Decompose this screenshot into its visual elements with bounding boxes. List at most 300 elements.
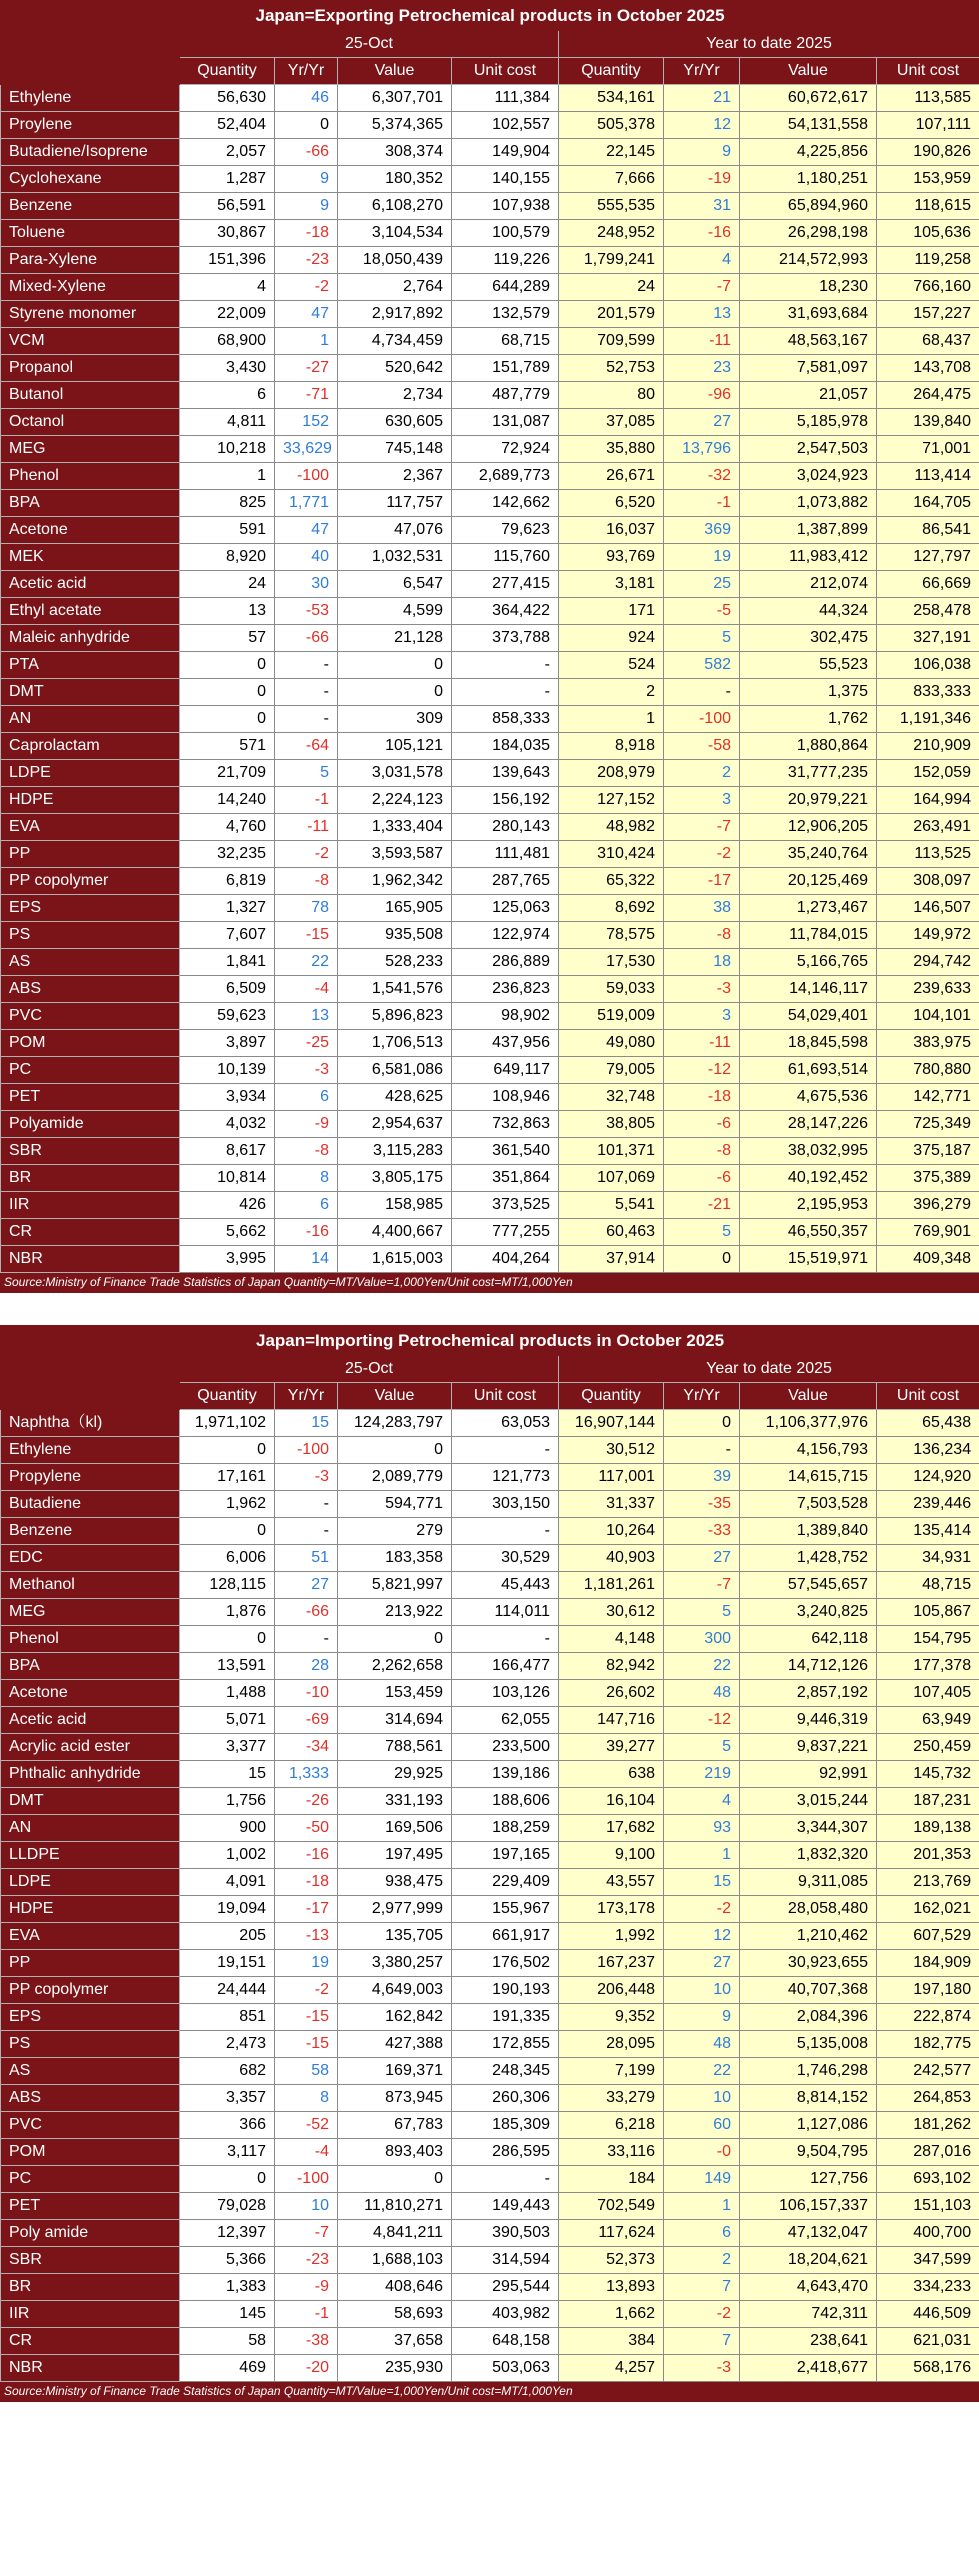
ytd-unit-cost: 607,529 bbox=[877, 1923, 979, 1950]
ytd-yoy: -7 bbox=[664, 274, 740, 301]
current-quantity: 205 bbox=[180, 1923, 275, 1950]
current-unit-cost: 644,289 bbox=[452, 274, 559, 301]
table-row bbox=[1, 2301, 979, 2328]
table-row bbox=[1, 1761, 979, 1788]
current-quantity: 2,057 bbox=[180, 139, 275, 166]
ytd-yoy: -6 bbox=[664, 1165, 740, 1192]
current-value: 47,076 bbox=[338, 517, 452, 544]
ytd-quantity: 82,942 bbox=[559, 1653, 664, 1680]
current-unit-cost: 277,415 bbox=[452, 571, 559, 598]
current-quantity: 6,509 bbox=[180, 976, 275, 1003]
product-name: SBR bbox=[1, 2247, 180, 2274]
product-name: PP copolymer bbox=[1, 1977, 180, 2004]
current-yoy: 8 bbox=[275, 2085, 338, 2112]
current-quantity: 15 bbox=[180, 1761, 275, 1788]
ytd-value: 7,581,097 bbox=[740, 355, 877, 382]
current-quantity: 0 bbox=[180, 1518, 275, 1545]
ytd-value: 14,615,715 bbox=[740, 1464, 877, 1491]
current-unit-cost: 390,503 bbox=[452, 2220, 559, 2247]
ytd-unit-cost: 396,279 bbox=[877, 1192, 979, 1219]
current-unit-cost: 2,689,773 bbox=[452, 463, 559, 490]
current-unit-cost: 286,595 bbox=[452, 2139, 559, 2166]
table-row bbox=[1, 1572, 979, 1599]
table-row bbox=[1, 1410, 979, 1437]
current-unit-cost: 661,917 bbox=[452, 1923, 559, 1950]
ytd-value: 1,375 bbox=[740, 679, 877, 706]
table-row bbox=[1, 1138, 979, 1165]
product-name: CR bbox=[1, 2328, 180, 2355]
table-row bbox=[1, 85, 979, 112]
ytd-quantity: 1,799,241 bbox=[559, 247, 664, 274]
ytd-yoy: -11 bbox=[664, 328, 740, 355]
column-header-quantity: Quantity bbox=[180, 58, 275, 85]
ytd-quantity: 6,218 bbox=[559, 2112, 664, 2139]
ytd-yoy: 0 bbox=[664, 1246, 740, 1273]
ytd-quantity: 9,352 bbox=[559, 2004, 664, 2031]
current-yoy: 1,771 bbox=[275, 490, 338, 517]
current-yoy: 6 bbox=[275, 1192, 338, 1219]
product-name: PC bbox=[1, 1057, 180, 1084]
table-row bbox=[1, 976, 979, 1003]
current-unit-cost: 437,956 bbox=[452, 1030, 559, 1057]
ytd-unit-cost: 213,769 bbox=[877, 1869, 979, 1896]
current-value: 309 bbox=[338, 706, 452, 733]
current-unit-cost: 648,158 bbox=[452, 2328, 559, 2355]
current-quantity: 13 bbox=[180, 598, 275, 625]
table-row bbox=[1, 814, 979, 841]
ytd-quantity: 206,448 bbox=[559, 1977, 664, 2004]
ytd-yoy: 60 bbox=[664, 2112, 740, 2139]
ytd-quantity: 60,463 bbox=[559, 1219, 664, 1246]
table-row bbox=[1, 2328, 979, 2355]
current-value: 162,842 bbox=[338, 2004, 452, 2031]
current-unit-cost: 156,192 bbox=[452, 787, 559, 814]
ytd-unit-cost: 157,227 bbox=[877, 301, 979, 328]
ytd-yoy: 582 bbox=[664, 652, 740, 679]
product-name: PP bbox=[1, 1950, 180, 1977]
ytd-unit-cost: 258,478 bbox=[877, 598, 979, 625]
ytd-quantity: 127,152 bbox=[559, 787, 664, 814]
table-row bbox=[1, 2247, 979, 2274]
ytd-value: 238,641 bbox=[740, 2328, 877, 2355]
current-unit-cost: 361,540 bbox=[452, 1138, 559, 1165]
ytd-value: 1,073,882 bbox=[740, 490, 877, 517]
ytd-unit-cost: 197,180 bbox=[877, 1977, 979, 2004]
ytd-yoy: 48 bbox=[664, 1680, 740, 1707]
current-value: 528,233 bbox=[338, 949, 452, 976]
ytd-value: 4,675,536 bbox=[740, 1084, 877, 1111]
ytd-value: 9,837,221 bbox=[740, 1734, 877, 1761]
current-unit-cost: 139,643 bbox=[452, 760, 559, 787]
ytd-unit-cost: 184,909 bbox=[877, 1950, 979, 1977]
current-unit-cost: 107,938 bbox=[452, 193, 559, 220]
product-name: PS bbox=[1, 922, 180, 949]
ytd-value: 1,180,251 bbox=[740, 166, 877, 193]
current-value: 873,945 bbox=[338, 2085, 452, 2112]
table-row bbox=[1, 1950, 979, 1977]
ytd-quantity: 31,337 bbox=[559, 1491, 664, 1518]
ytd-yoy: -2 bbox=[664, 2301, 740, 2328]
current-unit-cost: 185,309 bbox=[452, 2112, 559, 2139]
current-value: 520,642 bbox=[338, 355, 452, 382]
ytd-unit-cost: 71,001 bbox=[877, 436, 979, 463]
current-quantity: 900 bbox=[180, 1815, 275, 1842]
current-unit-cost: 63,053 bbox=[452, 1410, 559, 1437]
current-value: 6,307,701 bbox=[338, 85, 452, 112]
ytd-yoy: -6 bbox=[664, 1111, 740, 1138]
ytd-value: 8,814,152 bbox=[740, 2085, 877, 2112]
current-unit-cost: 111,384 bbox=[452, 85, 559, 112]
current-yoy: 1 bbox=[275, 328, 338, 355]
export-period-ytd: Year to date 2025 bbox=[559, 31, 979, 58]
ytd-yoy: 23 bbox=[664, 355, 740, 382]
current-yoy: -3 bbox=[275, 1464, 338, 1491]
ytd-yoy: -19 bbox=[664, 166, 740, 193]
ytd-quantity: 8,918 bbox=[559, 733, 664, 760]
ytd-yoy: -7 bbox=[664, 814, 740, 841]
current-value: 4,649,003 bbox=[338, 1977, 452, 2004]
ytd-value: 35,240,764 bbox=[740, 841, 877, 868]
current-value: 165,905 bbox=[338, 895, 452, 922]
current-yoy: 1,333 bbox=[275, 1761, 338, 1788]
ytd-value: 47,132,047 bbox=[740, 2220, 877, 2247]
current-quantity: 128,115 bbox=[180, 1572, 275, 1599]
current-yoy: -13 bbox=[275, 1923, 338, 1950]
current-value: 2,367 bbox=[338, 463, 452, 490]
current-value: 21,128 bbox=[338, 625, 452, 652]
table-row bbox=[1, 2193, 979, 2220]
table-row bbox=[1, 2139, 979, 2166]
ytd-quantity: 48,982 bbox=[559, 814, 664, 841]
current-quantity: 24 bbox=[180, 571, 275, 598]
current-value: 0 bbox=[338, 652, 452, 679]
table-row bbox=[1, 2031, 979, 2058]
current-yoy: -52 bbox=[275, 2112, 338, 2139]
current-unit-cost: 142,662 bbox=[452, 490, 559, 517]
current-unit-cost: 287,765 bbox=[452, 868, 559, 895]
current-unit-cost: 503,063 bbox=[452, 2355, 559, 2382]
current-value: 153,459 bbox=[338, 1680, 452, 1707]
product-name: LLDPE bbox=[1, 1842, 180, 1869]
ytd-unit-cost: 104,101 bbox=[877, 1003, 979, 1030]
product-name: NBR bbox=[1, 2355, 180, 2382]
ytd-unit-cost: 181,262 bbox=[877, 2112, 979, 2139]
ytd-quantity: 10,264 bbox=[559, 1518, 664, 1545]
current-quantity: 469 bbox=[180, 2355, 275, 2382]
ytd-value: 11,983,412 bbox=[740, 544, 877, 571]
current-quantity: 19,151 bbox=[180, 1950, 275, 1977]
section-gap bbox=[0, 1293, 979, 1325]
current-quantity: 56,630 bbox=[180, 85, 275, 112]
current-quantity: 32,235 bbox=[180, 841, 275, 868]
ytd-unit-cost: 139,840 bbox=[877, 409, 979, 436]
current-quantity: 6 bbox=[180, 382, 275, 409]
ytd-quantity: 35,880 bbox=[559, 436, 664, 463]
ytd-unit-cost: 250,459 bbox=[877, 1734, 979, 1761]
ytd-yoy: 5 bbox=[664, 1734, 740, 1761]
current-value: 788,561 bbox=[338, 1734, 452, 1761]
ytd-quantity: 37,085 bbox=[559, 409, 664, 436]
current-unit-cost: 119,226 bbox=[452, 247, 559, 274]
ytd-unit-cost: 34,931 bbox=[877, 1545, 979, 1572]
table-row bbox=[1, 1680, 979, 1707]
current-yoy: -34 bbox=[275, 1734, 338, 1761]
ytd-unit-cost: 154,795 bbox=[877, 1626, 979, 1653]
table-row bbox=[1, 2058, 979, 2085]
current-yoy: -15 bbox=[275, 2031, 338, 2058]
ytd-unit-cost: 347,599 bbox=[877, 2247, 979, 2274]
ytd-unit-cost: 118,615 bbox=[877, 193, 979, 220]
ytd-yoy: -0 bbox=[664, 2139, 740, 2166]
table-row bbox=[1, 1626, 979, 1653]
ytd-yoy: -2 bbox=[664, 841, 740, 868]
product-name: POM bbox=[1, 1030, 180, 1057]
current-yoy: 13 bbox=[275, 1003, 338, 1030]
current-yoy: 40 bbox=[275, 544, 338, 571]
ytd-yoy: 22 bbox=[664, 1653, 740, 1680]
current-value: 2,224,123 bbox=[338, 787, 452, 814]
ytd-quantity: 709,599 bbox=[559, 328, 664, 355]
ytd-unit-cost: 149,972 bbox=[877, 922, 979, 949]
product-name: PC bbox=[1, 2166, 180, 2193]
current-unit-cost: 184,035 bbox=[452, 733, 559, 760]
current-quantity: 1,971,102 bbox=[180, 1410, 275, 1437]
ytd-unit-cost: 725,349 bbox=[877, 1111, 979, 1138]
current-value: 331,193 bbox=[338, 1788, 452, 1815]
ytd-value: 1,106,377,976 bbox=[740, 1410, 877, 1437]
ytd-value: 1,428,752 bbox=[740, 1545, 877, 1572]
product-name: MEG bbox=[1, 436, 180, 463]
product-name: EDC bbox=[1, 1545, 180, 1572]
current-quantity: 1,876 bbox=[180, 1599, 275, 1626]
ytd-quantity: 33,116 bbox=[559, 2139, 664, 2166]
ytd-quantity: 7,199 bbox=[559, 2058, 664, 2085]
ytd-unit-cost: 308,097 bbox=[877, 868, 979, 895]
ytd-value: 1,832,320 bbox=[740, 1842, 877, 1869]
current-quantity: 0 bbox=[180, 1437, 275, 1464]
current-yoy: -53 bbox=[275, 598, 338, 625]
export-title-row bbox=[1, 1, 979, 31]
current-value: 2,734 bbox=[338, 382, 452, 409]
ytd-value: 302,475 bbox=[740, 625, 877, 652]
current-unit-cost: - bbox=[452, 652, 559, 679]
current-quantity: 5,071 bbox=[180, 1707, 275, 1734]
ytd-unit-cost: 264,853 bbox=[877, 2085, 979, 2112]
current-unit-cost: 188,606 bbox=[452, 1788, 559, 1815]
ytd-unit-cost: 201,353 bbox=[877, 1842, 979, 1869]
column-header-unit-cost: Unit cost bbox=[877, 1383, 979, 1410]
ytd-unit-cost: 63,949 bbox=[877, 1707, 979, 1734]
ytd-yoy: -3 bbox=[664, 976, 740, 1003]
current-yoy: -66 bbox=[275, 625, 338, 652]
table-row bbox=[1, 193, 979, 220]
ytd-quantity: 638 bbox=[559, 1761, 664, 1788]
current-yoy: 10 bbox=[275, 2193, 338, 2220]
table-row bbox=[1, 1165, 979, 1192]
current-value: 124,283,797 bbox=[338, 1410, 452, 1437]
ytd-yoy: 27 bbox=[664, 1950, 740, 1977]
product-name: DMT bbox=[1, 1788, 180, 1815]
ytd-value: 2,857,192 bbox=[740, 1680, 877, 1707]
ytd-yoy: 13,796 bbox=[664, 436, 740, 463]
ytd-yoy: 6 bbox=[664, 2220, 740, 2247]
ytd-unit-cost: 568,176 bbox=[877, 2355, 979, 2382]
current-value: 0 bbox=[338, 2166, 452, 2193]
current-unit-cost: 373,525 bbox=[452, 1192, 559, 1219]
current-value: 169,506 bbox=[338, 1815, 452, 1842]
ytd-value: 1,273,467 bbox=[740, 895, 877, 922]
ytd-quantity: 37,914 bbox=[559, 1246, 664, 1273]
ytd-yoy: 1 bbox=[664, 2193, 740, 2220]
ytd-value: 12,906,205 bbox=[740, 814, 877, 841]
product-name: Benzene bbox=[1, 1518, 180, 1545]
current-quantity: 6,006 bbox=[180, 1545, 275, 1572]
current-quantity: 591 bbox=[180, 517, 275, 544]
ytd-unit-cost: 1,191,346 bbox=[877, 706, 979, 733]
ytd-yoy: -2 bbox=[664, 1896, 740, 1923]
current-value: 235,930 bbox=[338, 2355, 452, 2382]
current-quantity: 5,366 bbox=[180, 2247, 275, 2274]
current-value: 180,352 bbox=[338, 166, 452, 193]
current-yoy: 47 bbox=[275, 517, 338, 544]
table-row bbox=[1, 1464, 979, 1491]
table-row bbox=[1, 328, 979, 355]
product-name: MEK bbox=[1, 544, 180, 571]
ytd-value: 9,311,085 bbox=[740, 1869, 877, 1896]
ytd-quantity: 519,009 bbox=[559, 1003, 664, 1030]
ytd-value: 18,845,598 bbox=[740, 1030, 877, 1057]
current-unit-cost: 149,443 bbox=[452, 2193, 559, 2220]
product-name: PTA bbox=[1, 652, 180, 679]
ytd-value: 212,074 bbox=[740, 571, 877, 598]
product-name: Acetic acid bbox=[1, 571, 180, 598]
ytd-unit-cost: 164,994 bbox=[877, 787, 979, 814]
ytd-value: 61,693,514 bbox=[740, 1057, 877, 1084]
ytd-value: 54,029,401 bbox=[740, 1003, 877, 1030]
product-name: SBR bbox=[1, 1138, 180, 1165]
current-value: 408,646 bbox=[338, 2274, 452, 2301]
current-unit-cost: 149,904 bbox=[452, 139, 559, 166]
ytd-quantity: 8,692 bbox=[559, 895, 664, 922]
ytd-quantity: 248,952 bbox=[559, 220, 664, 247]
ytd-quantity: 16,907,144 bbox=[559, 1410, 664, 1437]
ytd-yoy: -17 bbox=[664, 868, 740, 895]
ytd-value: 106,157,337 bbox=[740, 2193, 877, 2220]
ytd-yoy: 4 bbox=[664, 1788, 740, 1815]
ytd-quantity: 39,277 bbox=[559, 1734, 664, 1761]
ytd-yoy: - bbox=[664, 679, 740, 706]
current-yoy: - bbox=[275, 1518, 338, 1545]
current-yoy: -38 bbox=[275, 2328, 338, 2355]
ytd-quantity: 38,805 bbox=[559, 1111, 664, 1138]
ytd-value: 3,240,825 bbox=[740, 1599, 877, 1626]
current-yoy: -9 bbox=[275, 1111, 338, 1138]
import-blank-header bbox=[1, 1356, 180, 1383]
ytd-value: 40,707,368 bbox=[740, 1977, 877, 2004]
current-quantity: 21,709 bbox=[180, 760, 275, 787]
current-quantity: 56,591 bbox=[180, 193, 275, 220]
export-rows bbox=[1, 85, 979, 1273]
current-quantity: 851 bbox=[180, 2004, 275, 2031]
ytd-yoy: 5 bbox=[664, 1219, 740, 1246]
current-value: 213,922 bbox=[338, 1599, 452, 1626]
ytd-value: 2,084,396 bbox=[740, 2004, 877, 2031]
column-header-quantity: Quantity bbox=[559, 1383, 664, 1410]
ytd-yoy: 7 bbox=[664, 2328, 740, 2355]
export-table-body bbox=[1, 1, 979, 85]
current-yoy: -20 bbox=[275, 2355, 338, 2382]
current-quantity: 3,430 bbox=[180, 355, 275, 382]
current-unit-cost: 351,864 bbox=[452, 1165, 559, 1192]
current-unit-cost: 295,544 bbox=[452, 2274, 559, 2301]
table-row bbox=[1, 166, 979, 193]
ytd-quantity: 13,893 bbox=[559, 2274, 664, 2301]
product-name: Proylene bbox=[1, 112, 180, 139]
ytd-value: 30,923,655 bbox=[740, 1950, 877, 1977]
ytd-value: 38,032,995 bbox=[740, 1138, 877, 1165]
ytd-value: 11,784,015 bbox=[740, 922, 877, 949]
ytd-quantity: 65,322 bbox=[559, 868, 664, 895]
current-value: 11,810,271 bbox=[338, 2193, 452, 2220]
ytd-quantity: 7,666 bbox=[559, 166, 664, 193]
ytd-unit-cost: 48,715 bbox=[877, 1572, 979, 1599]
current-quantity: 13,591 bbox=[180, 1653, 275, 1680]
table-row bbox=[1, 571, 979, 598]
table-row bbox=[1, 1842, 979, 1869]
current-yoy: 27 bbox=[275, 1572, 338, 1599]
ytd-unit-cost: 107,111 bbox=[877, 112, 979, 139]
export-source-note: Source:Ministry of Finance Trade Statistics of Japan Quantity=MT/Value=1,000Yen/Unit cost=MT/1,000Yen bbox=[1, 1273, 979, 1293]
ytd-value: 3,024,923 bbox=[740, 463, 877, 490]
current-quantity: 57 bbox=[180, 625, 275, 652]
product-name: NBR bbox=[1, 1246, 180, 1273]
table-row bbox=[1, 490, 979, 517]
export-blank-header bbox=[1, 58, 180, 85]
current-value: 3,115,283 bbox=[338, 1138, 452, 1165]
current-quantity: 1,756 bbox=[180, 1788, 275, 1815]
ytd-unit-cost: 222,874 bbox=[877, 2004, 979, 2031]
current-unit-cost: - bbox=[452, 1437, 559, 1464]
current-yoy: -1 bbox=[275, 2301, 338, 2328]
current-quantity: 4,811 bbox=[180, 409, 275, 436]
current-quantity: 145 bbox=[180, 2301, 275, 2328]
product-name: EPS bbox=[1, 2004, 180, 2031]
current-unit-cost: 732,863 bbox=[452, 1111, 559, 1138]
ytd-quantity: 2 bbox=[559, 679, 664, 706]
ytd-unit-cost: 187,231 bbox=[877, 1788, 979, 1815]
ytd-yoy: -32 bbox=[664, 463, 740, 490]
ytd-value: 1,762 bbox=[740, 706, 877, 733]
ytd-yoy: -35 bbox=[664, 1491, 740, 1518]
ytd-quantity: 52,373 bbox=[559, 2247, 664, 2274]
product-name: Phthalic anhydride bbox=[1, 1761, 180, 1788]
current-unit-cost: 191,335 bbox=[452, 2004, 559, 2031]
product-name: VCM bbox=[1, 328, 180, 355]
ytd-yoy: -8 bbox=[664, 922, 740, 949]
ytd-value: 65,894,960 bbox=[740, 193, 877, 220]
current-yoy: 58 bbox=[275, 2058, 338, 2085]
ytd-unit-cost: 375,187 bbox=[877, 1138, 979, 1165]
current-yoy: -1 bbox=[275, 787, 338, 814]
ytd-unit-cost: 119,258 bbox=[877, 247, 979, 274]
table-row bbox=[1, 139, 979, 166]
ytd-value: 46,550,357 bbox=[740, 1219, 877, 1246]
current-quantity: 17,161 bbox=[180, 1464, 275, 1491]
ytd-quantity: 310,424 bbox=[559, 841, 664, 868]
ytd-value: 1,387,899 bbox=[740, 517, 877, 544]
ytd-value: 44,324 bbox=[740, 598, 877, 625]
ytd-yoy: 300 bbox=[664, 1626, 740, 1653]
